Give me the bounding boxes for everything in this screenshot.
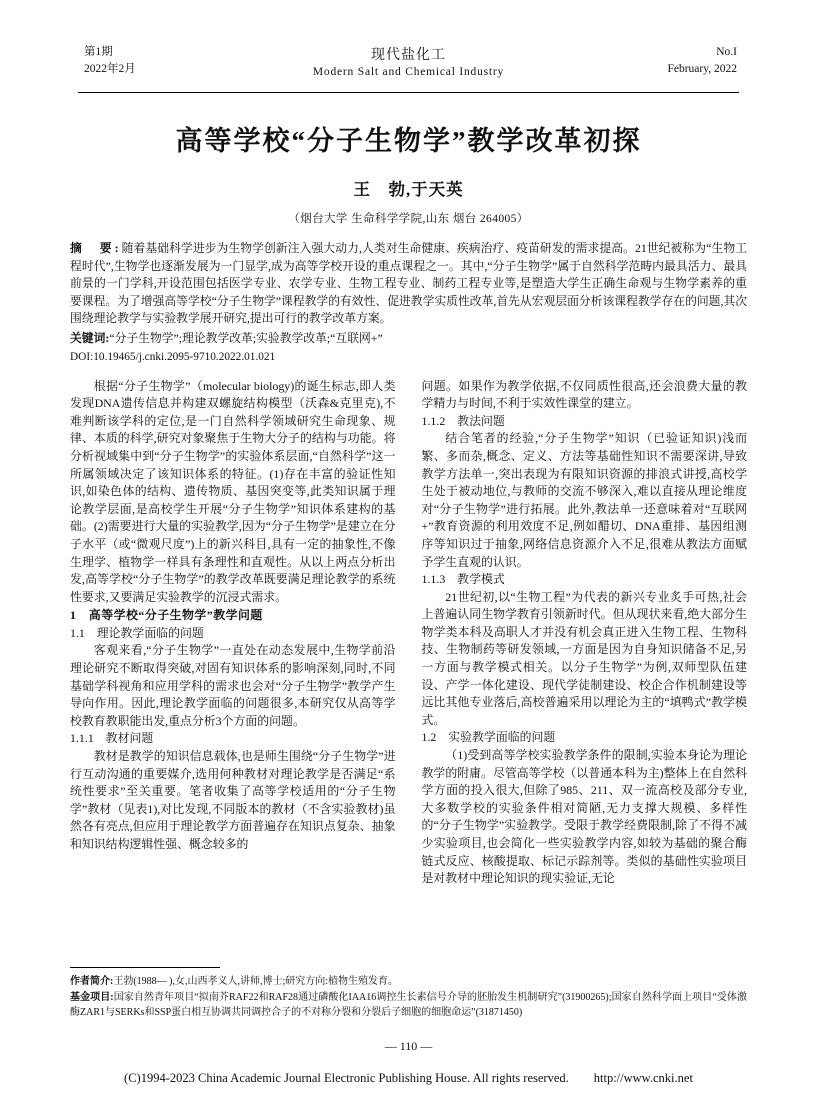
paragraph: 客观来看,“分子生物学”一直处在动态发展中,生物学前沿理论研究不断取得突破,对固有知识体系的影响深刻,同时,不同基础学科视角和应用学科的需求也会对“分子生物学”教学产生导向作用。因此,理论教学面临的问题很多,本研究仅从高等学校教育教职能出发,重点分析3个方面的问题。: [70, 643, 396, 728]
page-number: — 110 —: [384, 1039, 433, 1053]
abstract-block: [70, 240, 747, 328]
subsubsection-heading: 1.1.3 教学模式: [421, 572, 505, 587]
keywords-block: [70, 330, 747, 348]
paragraph: （1)受到高等学校实验教学条件的限制,实验本身论为理论教学的附庸。尽管高等学校（以普通本科为主)整体上在自然科学方面的投入很大,但除了985、211、双一流高校及部分专业,大多数学校的实验条件相对简陋,无力支撑大规模、多样性的“分子生物学”实验教学。受限于教学经费限制,除了不得不减少实验项目,也会简化一些实验教学内容,如较为基础的聚合酶链式反应、核酸提取、标记示踪剂等。类似的基础性实验项目是对教材中理论知识的现实验证,无论: [421, 748, 747, 886]
copyright-notice: (C)1994-2023 China Academic Journal Electronic Publishing House. All rights reserved. http://www.cnki.net: [124, 1071, 693, 1085]
running-head: [70, 44, 747, 90]
keywords-text: “分子生物学”;理论教学改革;实验教学改革;“互联网+”: [109, 330, 383, 345]
affiliation: （烟台大学 生命科学学院,山东 烟台 264005）: [288, 213, 529, 225]
running-head-right: [667, 44, 737, 78]
subsubsection-heading: 1.1.2 教法问题: [421, 413, 505, 428]
issue-number: 第1期: [84, 46, 113, 58]
author-bio-label: 作者简介:: [70, 975, 114, 987]
issue-date-en: February, 2022: [667, 63, 737, 75]
running-head-center: [70, 44, 747, 78]
section-heading: 1 高等学校“分子生物学”教学问题: [70, 608, 263, 623]
footnote-divider: [70, 967, 220, 968]
paragraph: 教材是教学的知识信息载体,也是师生围绕“分子生物学”进行互动沟通的重要媒介,选用何种教材对理论教学是否满足“系统性要求”至关重要。笔者收集了高等学校适用的“分子生物学”教材（见表1),对比发现,不同版本的教材（不含实验教材)虽然各有亮点,但应用于理论教学方面普遍存在知识点复杂、抽象和知识结构逻辑性强、概念较多的: [70, 749, 396, 851]
paragraph: 问题。如果作为教学依据,不仅同质性很高,还会浪费大量的教学精力与时间,不利于实效性课堂的建立。: [421, 378, 747, 411]
subsubsection-heading: 1.1.1 教材问题: [70, 731, 154, 746]
keywords-label: 关键词:: [70, 330, 110, 345]
abstract-text: 随着基础科学进步为生物学创新注入强大动力,人类对生命健康、疾病治疗、疫苗研发的需求提高。21世纪被称为“生物工程时代”,生物学也逐渐发展为一门显学,成为高等学校开设的重点课程之一。其中,“分子生物学”属于自然科学范畴内最具活力、最具前景的一门学科,开设范围包括医学专业、农学专业、生物工程专业、制药工程专业等,是塑造大学生正确生命观与生物学素养的重要课程。为了增强高等学校“分子生物学”课程教学的有效性、促进教学实质性改革,首先从宏观层面分析该课程教学存在的问题,其次围绕理论教学与实验教学展开研究,提出可行的教学改革方案。: [70, 241, 747, 326]
issue-date-cn: 2022年2月: [84, 63, 136, 75]
issue-number-en: No.I: [716, 46, 737, 58]
doi: DOI:10.19465/j.cnki.2095-9710.2022.01.021: [70, 350, 276, 363]
subsection-heading: 1.1 理论教学面临的问题: [70, 625, 204, 640]
subsection-heading: 1.2 实验教学面临的问题: [421, 730, 556, 745]
right-column: [422, 378, 748, 1068]
left-column: [70, 378, 399, 1068]
author-list: 王 勃,于天英: [353, 180, 464, 199]
footnotes: [70, 967, 747, 1023]
author-bio-text: 王勃(1988— ),女,山西孝义人,讲师,博士;研究方向:植物生殖发育。: [113, 975, 399, 987]
header-divider: [78, 92, 739, 93]
page-title: 高等学校“分子生物学”教学改革初探: [175, 126, 642, 156]
author-bio: [70, 975, 747, 990]
paragraph: 结合笔者的经验,“分子生物学”知识（已验证知识)浅而繁、多而杂,概念、定义、方法等基础性知识不需要深讲,导致教学方法单一,突出表现为有限知识资源的排浪式讲授,高校学生处于被动地位,与教师的交流不够深入,难以直接从理论维度对“分子生物学”进行拓展。此外,教法单一还意味着对“互联网+”教育资源的利用效度不足,例如醋切、DNA重排、基因组测序等知识过于抽象,网络信息资源介入不足,很难从教法方面赋予学生直观的认识。: [421, 431, 747, 569]
abstract-label: 摘 要:: [70, 241, 122, 255]
journal-title-cn: 现代盐化工: [371, 48, 446, 63]
journal-title-en: Modern Salt and Chemical Industry: [312, 66, 505, 78]
funding-text: 国家自然青年项目“拟南芥RAF22和RAF28通过磷酸化IAA16调控生长素信号介导的胚胎发生机制研究”(31900265);国家自然科学面上项目“受体激酶ZAR1与SERKs和SSP蛋白相互协调共同调控合子的不对称分裂和分裂后子细胞的细胞命运”(31871450): [70, 992, 747, 1018]
paragraph: 根据“分子生物学”（molecular biology)的诞生标志,即人类发现DNA遗传信息并构建双螺旋结构模型（沃森&克里克),不难判断该学科的定位,是一门自然科学领域研究生命现象、规律、本质的科学,研究对象聚焦于生物大分子的结构与功能。将分析视域集中到“分子生物学”的实验体系层面,“自然科学”这一所属领域决定了该知识体系的特征。(1)存在丰富的验证性知识,如染色体的结构、遗传物质、基因突变等,此类知识属于理论教学层面,是高校学生开展“分子生物学”知识体系建构的基础。(2)需要进行大量的实验教学,因为“分子生物学”是建立在分子水平（或“微观尺度”)上的新兴科目,具有一定的抽象性,不像生理学、植物学一样具有条理性和直观性。从以上两点分析出发,高等学校“分子生物学”的教学改革既要满足理论教学的系统性要求,又要满足实验教学的沉浸式需求。: [70, 378, 396, 604]
funding-note: [70, 991, 747, 1020]
article-columns: [70, 378, 747, 1068]
funding-label: 基金项目:: [70, 992, 114, 1003]
paragraph: 21世纪初,以“生物工程”为代表的新兴专业炙手可热,社会上普遍认同生物学教育引领新时代。但从现状来看,绝大部分生物学类本科及高职人才并没有机会真正进入生物工程、生物科技、生物制药等研发领域,一方面是因为自身知识储备不足,另一方面与教学模式相关。以分子生物学”为例,双师型队伍建设、产学一体化建设、现代学徒制建设、校企合作机制建设等远比其他专业落后,高校普遍采用以理论为主的“填鸭式”教学模式。: [421, 589, 747, 727]
